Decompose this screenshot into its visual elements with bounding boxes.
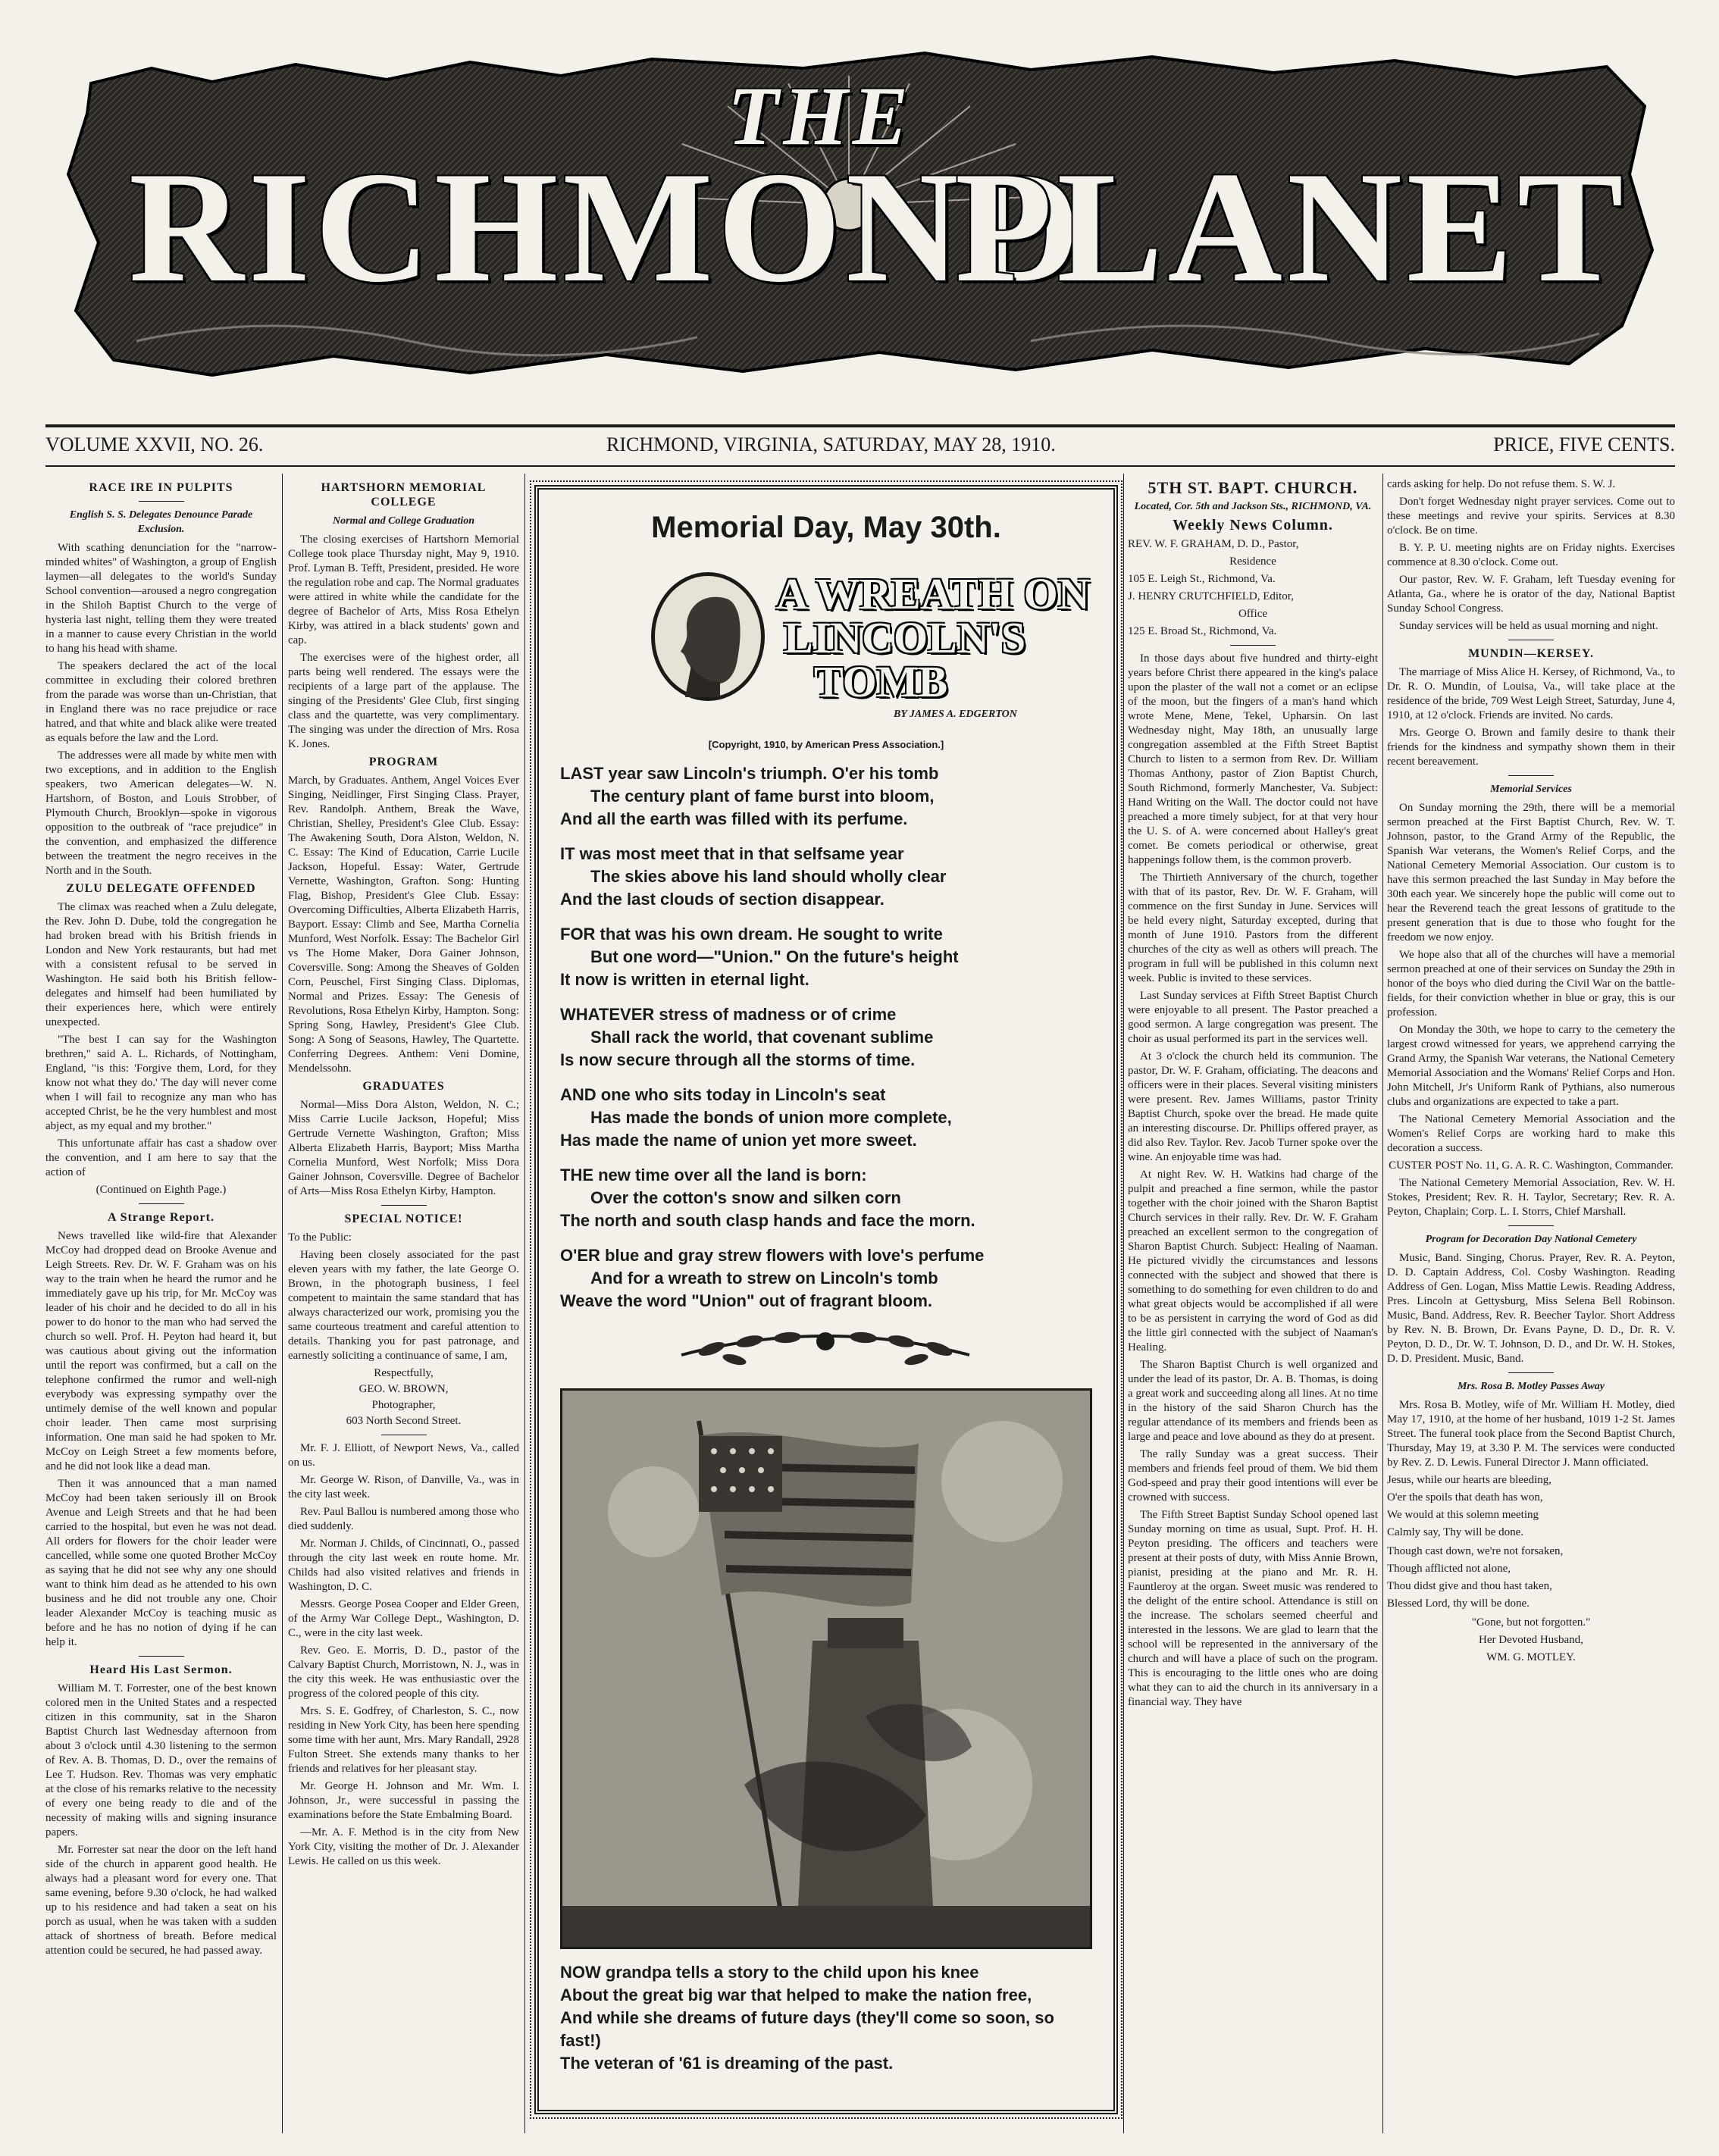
- separator: [139, 501, 184, 502]
- copyright-line: [Copyright, 1910, by American Press Association.]: [708, 739, 944, 750]
- headline: Heard His Last Sermon.: [89, 1663, 233, 1676]
- salutation: To the Public:: [288, 1231, 352, 1244]
- personal-item: Messrs. George Posea Cooper and Elder Green, of the Army War College Dept., Washington, D. C., were in the city last week.: [288, 1598, 519, 1639]
- subheadline: Located, Cor. 5th and Jackson Sts., RICHMOND, VA.: [1134, 501, 1372, 512]
- poem-stanza: [560, 923, 1092, 991]
- signature-line: Her Devoted Husband,: [1479, 1634, 1583, 1646]
- column-rule: [282, 474, 283, 2133]
- paragraph: With scathing denunciation for the "narrow-minded whites" of Washington, a group of English laymen—all delegates to the world's Sunday School convention—aroused a negro congregation in the Shiloh Baptist Church to the verge of hysteria last night, telling them they were treated in a manner to cause every Christian in the world to hang his head with shame.: [45, 542, 277, 655]
- paragraph: Mrs. Rosa B. Motley, wife of Mr. William H. Motley, died May 17, 1910, at the home of her husband, 1019 1-2 St. James Street. The funeral took place from the Second Baptist Church, Thursday, May 19, at 3.30 P. M. The services were conducted by Rev. Z. D. Lewis. Funeral Director J. Mann officiated.: [1387, 1399, 1675, 1469]
- poem-stanza: [560, 843, 1092, 911]
- verse-line: O'er the spoils that death has won,: [1387, 1491, 1543, 1504]
- poem-line: And the last clouds of section disappear.: [560, 890, 885, 909]
- paragraph: Then it was announced that a man named McCoy had been taken seriously ill on Brook Avenue and Leigh Streets and that he had been carried to the hospital, but even he was not dead. All orders for flowers for the choir leader were cancelled, while some one quoted Brother McCoy as saying that he did not see why any one should want to think him dead as he attended to his own business and he did not trouble any one. Choir leader Alexander McCoy is teaching music as before and he has no notion of dying if he can help it.: [45, 1478, 277, 1648]
- headline: 5TH ST. BAPT. CHURCH.: [1148, 478, 1358, 497]
- directory-line: REV. W. F. GRAHAM, D. D., Pastor,: [1128, 538, 1299, 550]
- program-list: March, by Graduates. Anthem, Angel Voices Ever Singing, Neidlinger, First Singing Class. Prayer, Rev. Randolph. Anthem, Break the Wave, Christian, Shelley, President's Glee Club. Essay: The Awakening South, Dora Alston, Weldon, N. C. Essay: The Kind of Education, Carrie Lucile Jackson, Hopeful. Essay: Water, Gertrude Vernette, Washington, Grafton. Song: Hunting Flag, Bishop, President's Glee Club. Essay: Overcoming Difficulties, Alberta Elizabeth Harris, Bayport. Essay: Climb and See, Martha Cornelia Munford, West Norfolk. Essay: The Bachelor Girl vs The Home Maker, Dora Gainer Johnson, Coversville. Song: Among the Sheaves of Golden Corn, Peuschel, First Singing Class. Diplomas, Normal and Prizes. Essay: The Genesis of Revolutions, Rosa Ethelyn Kirby, Hampton. Song: Spring Song, Hawley, President's Glee Club. Song: A Song of Seasons, Hawley, The Quartette. Conferring Degrees. Anthem: Veni Domine, Mendelssohn.: [288, 774, 519, 1075]
- poem-title-line: LINCOLN'S: [784, 613, 1026, 662]
- paragraph: Sunday services will be held as usual morning and night.: [1399, 620, 1658, 632]
- poem-stanza: [560, 762, 1092, 831]
- separator: [381, 1205, 427, 1206]
- masthead-word-the: THE: [728, 70, 913, 162]
- poem-title-block: [560, 557, 1092, 731]
- column-rule: [1382, 474, 1383, 2133]
- paragraph: The exercises were of the highest order, all parts being well rendered. The essays were the recipients of a large part of the applause. The singing of the Presidents' Glee Club, first singing class and the quartette, was very complimentary. The singing was under the direction of Mrs. Rosa K. Jones.: [288, 652, 519, 750]
- column-2: [288, 477, 519, 2129]
- paragraph: The National Cemetery Memorial Association and the Women's Relief Corps are working hard to make this decoration a success.: [1387, 1113, 1675, 1154]
- paragraph: The speakers declared the act of the local committee in excluding their colored brethren from the parade was worse than un-Christian, that in England there was no race prejudice or race hatred, and that white and black alike were treated as equals before the law and the Lord.: [45, 660, 277, 744]
- masthead-rule-top: [45, 424, 1675, 427]
- poem-line: AND one who sits today in Lincoln's seat: [560, 1085, 886, 1104]
- poem-author: BY JAMES A. EDGERTON: [894, 709, 1017, 720]
- verse-line: Thou didst give and thou hast taken,: [1387, 1580, 1552, 1592]
- paragraph: The Sharon Baptist Church is well organized and under the lead of its pastor, Dr. A. B. Thomas, is doing a great work and succeeding along all lines. At no time in the history of the said Sharon Church has the regular attendance of its members and friends been as large and peace and love abound as they do at present.: [1128, 1359, 1378, 1443]
- poem-line: And for a wreath to strew on Lincoln's tomb: [590, 1269, 938, 1288]
- poem-line: LAST year saw Lincoln's triumph. O'er his tomb: [560, 764, 939, 783]
- signature-line: Respectfully,: [374, 1367, 434, 1379]
- paragraph: "The best I can say for the Washington brethren," said A. L. Richards, of Nottingham, England, "is this: 'Forgive them, Lord, for they know not what they do.' The day will never come when I will fail to recognize any man who has accepted Christ, be he the very humblest and most abject, as my equal and my brother.": [45, 1034, 277, 1132]
- personal-item: —Mr. A. F. Method is in the city from New York City, visiting the mother of Dr. J. Alexander Lewis. He called on us this week.: [288, 1826, 519, 1867]
- directory-line: Residence: [1229, 555, 1276, 568]
- column-1: [45, 477, 277, 2129]
- poem-line: About the great big war that helped to make the nation free,: [560, 1985, 1032, 2004]
- poem-line: But one word—"Union." On the future's height: [590, 947, 959, 966]
- poem-line: The skies above his land should wholly clear: [590, 867, 947, 886]
- directory-line: J. HENRY CRUTCHFIELD, Editor,: [1128, 590, 1294, 602]
- paragraph: News travelled like wild-fire that Alexander McCoy had dropped dead on Brooke Avenue and Leigh Streets. Rev. Dr. W. F. Graham was on his way to the train when he heard the rumor and he immediately gave up his trip, for Mr. McCoy was leader of his choir and he decided to do all in his power to do honor to the man who had served the church so well. Prof. H. Peyton had heard it, but was cautious about giving out the information until the report was confirmed, but a call on the telephone confirmed the rumor and well-nigh everybody was expressing sympathy over the untimely demise of the well known and popular choir leader. Then came most surprising information. One man said he had spoken to Mr. McCoy on Leigh Street a few moments before, and he did not look like a dead man.: [45, 1230, 277, 1472]
- poem-stanza: [560, 1164, 1092, 1232]
- column-rule: [524, 474, 525, 2133]
- paragraph: William M. T. Forrester, one of the best known colored men in the United States and a respected citizen in this community, sat in the Sharon Baptist Church last Wednesday afternoon from about 3 o'clock until 4.30 listening to the sermon of Rev. A. B. Thomas, D. D., over the remains of Lee T. Hudson. Rev. Thomas was very emphatic at the close of his remarks relative to the necessity of every one being ready to die and of the necessity of making wills and signing insurance papers.: [45, 1682, 277, 1838]
- separator: [1508, 1225, 1554, 1226]
- masthead-rule-bottom: [45, 465, 1675, 467]
- paragraph: Having been closely associated for the past eleven years with my father, the late George O. Brown, in the photograph business, I feel competent to maintain the same standard that has always characterized our work, promising you the same courteous treatment and careful attention to details. Thanking you for past patronage, and earnestly soliciting a continuance of same, I am,: [288, 1249, 519, 1362]
- paragraph: B. Y. P. U. meeting nights are on Friday nights. Exercises commence at 8.30 o'clock. Come out.: [1387, 542, 1675, 568]
- paragraph: CUSTER POST No. 11, G. A. R. C. Washington, Commander.: [1389, 1159, 1674, 1172]
- paragraph: The climax was reached when a Zulu delegate, the Rev. John D. Dube, told the congregation he had broken bread with his British friends in London and New York restaurants, but had met with a consistent refusal to be served in Washington. He said both his British fellow-delegates and himself had been humiliated by their experiences here, which were entirely unexpected.: [45, 901, 277, 1028]
- paragraph: In those days about five hundred and thirty-eight years before Christ there appeared in the king's palace upon the plaster of the wall not a comet or an eclipse of the moon, but the fingers of a man's hand which wrote Mene, Mene, Tekel, Upharsin. On last Wednesday night, May 18th, an unusually large congregation assembled at the Fifth Street Baptist Church to listen to a sermon from Rev. Dr. William Thomas Anthony, pastor of Zion Baptist Church, South Richmond, formerly Manchester, Va. Subject: Hand Writing on the Wall. The doctor could not have preached a more timely subject, for at that very hour the U. S. of A. were concerned about Halley's great comet. Be comets periodical or otherwise, great happenings follow them, is the common proverb.: [1128, 652, 1378, 866]
- signature-line: Photographer,: [371, 1399, 436, 1411]
- paragraph: The Thirtieth Anniversary of the church, together with that of its pastor, Rev. Dr. W. F. Graham, will commence on the first Sunday in June. Services will be held every night, Saturday excepted, during that month of June 1910. Pastors from the different churches of the city as well as others will preach. The program in full will be published in this column next week. Public is invited to these services.: [1128, 871, 1378, 984]
- poem-stanza: [560, 1244, 1092, 1313]
- paragraph: Don't forget Wednesday night prayer services. Come out to these meetings and revive your spirits. Services at 8.30 o'clock. Be on time.: [1387, 496, 1675, 537]
- poem-line: The north and south clasp hands and face the morn.: [560, 1211, 975, 1230]
- directory-line: 125 E. Broad St., Richmond, Va.: [1128, 625, 1277, 637]
- poem-heading: Memorial Day, May 30th.: [651, 511, 1001, 544]
- column-4: [1128, 477, 1378, 2129]
- paragraph: The addresses were all made by white men with two exceptions, and in addition to the English speakers, two American delegates—W. N. Hartshorn, of Boston, and Louis Strobber, of Plymouth Church, Brooklyn—spoke in vigorous opposition to the outbreak of "race prejudice" in the convention, and emphasized the difference between the treatment the negro receives in the North and in the South.: [45, 749, 277, 877]
- poem-line: Shall rack the world, that covenant sublime: [590, 1028, 934, 1047]
- separator: [139, 1656, 184, 1657]
- closing-line: "Gone, but not forgotten.": [1471, 1616, 1591, 1629]
- signature-line: 603 North Second Street.: [346, 1415, 462, 1427]
- paragraph: On Sunday morning the 29th, there will be a memorial sermon preached at the First Baptist Church, Rev. W. T. Johnson, pastor, to the Grand Army of the Republic, the Spanish War veterans, the Women's Relief Corps, and the National Cemetery Memorial Association. Our custom is to have this sermon preached the last Sunday in May before the 30th each year. We sincerely hope the public will come out to hear the Reverend teach the great lessons of gratitude to the present generation that is due to those who fought for the freedom we now enjoy.: [1387, 802, 1675, 943]
- headline: MUNDIN—KERSEY.: [1468, 647, 1594, 660]
- personal-item: Rev. Paul Ballou is numbered among those who died suddenly.: [288, 1506, 519, 1532]
- subheadline: Memorial Services: [1490, 784, 1572, 795]
- verse-line: Jesus, while our hearts are bleeding,: [1387, 1474, 1552, 1486]
- poem-line: Over the cotton's snow and silken corn: [590, 1188, 901, 1207]
- poem-stanza: [560, 1084, 1092, 1152]
- poem-title-line: A WREATH ON: [776, 569, 1090, 618]
- personal-item: Mr. George H. Johnson and Mr. Wm. I. Johnson, Jr., were successful in passing the examinations before the State Embalming Board.: [288, 1780, 519, 1821]
- subheadline: English S. S. Delegates Denounce Parade Exclusion.: [69, 509, 253, 535]
- personal-item: Mr. George W. Rison, of Danville, Va., was in the city last week.: [288, 1474, 519, 1500]
- paragraph: The marriage of Miss Alice H. Kersey, of Richmond, Va., to Dr. R. O. Mundin, of Louisa, Va., will take place at the residence of the bride, 709 West Leigh Street, Saturday, June 4, 1910, at 12 o'clock. Friends are invited. No cards.: [1387, 666, 1675, 721]
- paragraph: At night Rev. W. H. Watkins had charge of the pulpit and preached a fine sermon, while the pastor together with the choir joined with the Sharon Baptist Church services in their rally. Rev. Dr. W. F. Graham preached an excellent sermon to the congregation of Sharon Baptist Church. Subject: Healing of Naaman. He pictured vividly the circumstances and lessons connected with the subject and showed that there is something to do something for even children to do and what great objects would be accomplished if all were to be as persistent in carrying the word of God as did the little girl connected with the subject of Naaman's Healing.: [1128, 1169, 1378, 1353]
- headline: PROGRAM: [368, 756, 439, 768]
- poem-line: O'ER blue and gray strew flowers with love's perfume: [560, 1246, 985, 1265]
- headline: ZULU DELEGATE OFFENDED: [66, 882, 256, 895]
- poem-box: [534, 485, 1118, 2114]
- issue-info-line: [45, 433, 1675, 461]
- separator: [1230, 645, 1276, 646]
- paragraph: Mr. Forrester sat near the door on the left hand side of the church in apparent good health. He always had a pleasant word for every one. That same evening, before 9.30 o'clock, he had walked up to his residence and had taken a seat on his porch as usual, when he was taken with a sudden attack of shortness of breath. Before medical attention could be secured, he had passed away.: [45, 1844, 277, 1957]
- separator: [1508, 1372, 1554, 1373]
- headline: Weekly News Column.: [1173, 517, 1333, 534]
- paragraph: The closing exercises of Hartshorn Memorial College took place Thursday night, May 9, 1910. Prof. Lyman B. Tefft, President, presided. He wore the regulation robe and cap. The Normal graduates were attired in white while the candidate for the degree of Bachelor of Arts, Miss Rosa Ethelyn Kirby, was attired in a black students' gown and cap.: [288, 534, 519, 646]
- headline: SPECIAL NOTICE!: [344, 1213, 463, 1225]
- poem-title-line: TOMB: [814, 657, 948, 706]
- paragraph: Mrs. George O. Brown and family desire to thank their friends for the kindness and sympathy shown them in their recent bereavement.: [1387, 727, 1675, 768]
- volume-number: VOLUME XXVII, NO. 26.: [45, 433, 264, 455]
- wreath-ornament: [560, 1325, 1092, 1378]
- paragraph: Last Sunday services at Fifth Street Baptist Church were enjoyable to all present. The Pastor preached a good sermon. A large congregation was present. The choir as usual performed its part in the services well.: [1128, 990, 1378, 1045]
- poem-line: WHATEVER stress of madness or of crime: [560, 1005, 897, 1024]
- poem-line: Is now secure through all the storms of time.: [560, 1050, 916, 1069]
- headline: GRADUATES: [362, 1080, 445, 1093]
- headline: RACE IRE IN PULPITS: [89, 481, 233, 494]
- paragraph: The National Cemetery Memorial Association, Rev. W. H. Stokes, President; Rev. R. H. Taylor, Secretary; Rev. R. A. Peyton, Chaplain; Corp. L. I. Storrs, Chief Marshall.: [1387, 1177, 1675, 1218]
- poem-line: The veteran of '61 is dreaming of the past.: [560, 2054, 894, 2073]
- signature-line: GEO. W. BROWN,: [359, 1383, 449, 1395]
- headline: HARTSHORN MEMORIAL COLLEGE: [321, 481, 487, 508]
- paragraph: This unfortunate affair has cast a shadow over the convention, and I am here to say that the action of: [45, 1137, 277, 1178]
- flag-and-tomb-illustration: [562, 1391, 1092, 1947]
- directory-line: 105 E. Leigh St., Richmond, Va.: [1128, 573, 1276, 585]
- poem-line: And while she dreams of future days (they'll come so soon, so fast!): [560, 2008, 1054, 2050]
- headline: A Strange Report.: [108, 1211, 214, 1224]
- personal-item: Mr. Norman J. Childs, of Cincinnati, O., passed through the city last week en route home. Mr. Childs had also visited relatives and friends in Washington, D. C.: [288, 1538, 519, 1593]
- memorial-illustration: [560, 1388, 1092, 1949]
- subheadline: Program for Decoration Day National Cemetery: [1425, 1234, 1637, 1245]
- poem-line: It now is written in eternal light.: [560, 970, 809, 989]
- verse-line: Though afflicted not alone,: [1387, 1563, 1511, 1575]
- poem-line: Has made the name of union yet more sweet.: [560, 1131, 917, 1150]
- column-5: [1387, 477, 1675, 2129]
- paragraph: The Fifth Street Baptist Sunday School opened last Sunday morning on time as usual, Supt. Prof. H. H. Peyton presiding. The officers and teachers were present at their posts of duty, with Miss Annie Brown, pianist, presiding at the piano and Mr. R. H. Fauntleroy at the organ. Sweet music was rendered to the delight of the entire school. Attendance is still on the increase. The scholars seemed cheerful and interested in the lessons. We are glad to learn that the school will be represented in the anniversary of the church and will have a place of such on the program. This is encouraging to the little ones who are doing what they can to aid the church in its anniversary in a financial way. They have: [1128, 1509, 1378, 1708]
- poem-line: NOW grandpa tells a story to the child upon his knee: [560, 1963, 979, 1982]
- personal-item: Rev. Geo. E. Morris, D. D., pastor of the Calvary Baptist Church, Morristown, N. J., was in the city this week. He was enthusiastic over the progress of the colored people of this city.: [288, 1644, 519, 1700]
- verse-line: Though cast down, we're not forsaken,: [1387, 1545, 1564, 1557]
- dateline: RICHMOND, VIRGINIA, SATURDAY, MAY 28, 1910.: [606, 433, 1056, 455]
- poem-line: And all the earth was filled with its perfume.: [560, 809, 908, 828]
- directory-line: Office: [1238, 608, 1268, 620]
- poem-stanza: [560, 1961, 1092, 2075]
- paragraph: The rally Sunday was a great success. Their members and friends feel proud of them. We bid them God-speed and pray their good intentions will ever be crowned with success.: [1128, 1448, 1378, 1504]
- separator: [1508, 775, 1554, 776]
- paragraph: We hope also that all of the churches will have a memorial sermon preached at one of their services on Sunday the 29th in honor of the boys who died during the Civil War on the battle-fields, for their conviction whether in blue or gray, this is our profession.: [1387, 949, 1675, 1019]
- paragraph: cards asking for help. Do not refuse them. S. W. J.: [1387, 478, 1616, 490]
- verse-line: We would at this solemn meeting: [1387, 1509, 1539, 1521]
- verse-line: Blessed Lord, thy will be done.: [1387, 1597, 1530, 1610]
- column-rule: [1123, 474, 1124, 2133]
- paragraph: At 3 o'clock the church held its communion. The pastor, Dr. W. F. Graham, officiating. The deacons and officers were in their places. Several visiting ministers were present. Rev. James Williams, pastor Trinity Baptist Church, spoke over the bread. He made quite an interesting discourse. Dr. Phillips offered prayer, as did also Rev. Taylor. Rev. Jacob Turner spoke over the wine. An enjoyable time was had.: [1128, 1050, 1378, 1163]
- graduates-list: Normal—Miss Dora Alston, Weldon, N. C.; Miss Carrie Lucile Jackson, Hopeful; Miss Gertrude Vernette Washington, Grafton; Miss Alberta Elizabeth Harris, Bayport; Miss Martha Cornelia Munford, West Norfolk; Miss Dora Gainer Johnson, Coversville. Degree of Bachelor of Arts—Miss Rosa Ethelyn Kirby, Hampton.: [288, 1099, 519, 1197]
- lincoln-profile-icon: [655, 576, 761, 697]
- poem-stanza: [560, 1003, 1092, 1072]
- poem-line: Weave the word "Union" out of fragrant bloom.: [560, 1291, 933, 1310]
- separator: [139, 1203, 184, 1204]
- poem-line: Has made the bonds of union more complete,: [590, 1108, 952, 1127]
- poem-title: [776, 569, 1090, 706]
- masthead-word-richmond: RICHMOND: [129, 139, 1085, 315]
- poem-line: THE new time over all the land is born:: [560, 1166, 867, 1184]
- poem-line: The century plant of fame burst into bloom,: [590, 787, 935, 806]
- masthead-word-planet: PLANET: [955, 139, 1628, 315]
- lincoln-portrait-medallion: [651, 572, 765, 701]
- verse-line: Calmly say, Thy will be done.: [1387, 1526, 1523, 1538]
- poem-line: IT was most meet that in that selfsame year: [560, 844, 904, 863]
- subheadline: Normal and College Graduation: [332, 515, 475, 527]
- price: PRICE, FIVE CENTS.: [1493, 433, 1675, 455]
- subheadline: Mrs. Rosa B. Motley Passes Away: [1457, 1381, 1605, 1392]
- continued-note: (Continued on Eighth Page.): [96, 1184, 227, 1196]
- personal-item: Mr. F. J. Elliott, of Newport News, Va., called on us.: [288, 1442, 519, 1469]
- personal-item: Mrs. S. E. Godfrey, of Charleston, S. C., now residing in New York City, has been here spending some time with her aunt, Mrs. Mary Randall, 2928 Fulton Street. She extends many thanks to her friends and relatives for her pleasant stay.: [288, 1705, 519, 1775]
- paragraph: Music, Band. Singing, Chorus. Prayer, Rev. R. A. Peyton, D. D. Captain Address, Col. Cosby Washington. Reading Address of Gen. Logan, Miss Mattie Lewis. Reading Address, Pres. Lincoln at Gettysburg, Miss Selena Bell Robinson. Music, Band. Address, Rev. R. Beecher Taylor. Short Address by Rev. N. B. Brown, Dr. Evans Payne, D. D., Dr. R. V. Peyton, D. D., Dr. W. T. Johnson, D. D., and Dr. W. H. Stokes, D. D. President. Music, Band.: [1387, 1252, 1675, 1365]
- laurel-wreath-icon: [560, 1325, 1091, 1378]
- poem-line: FOR that was his own dream. He sought to write: [560, 925, 943, 943]
- paragraph: Our pastor, Rev. W. F. Graham, left Tuesday evening for Atlanta, Ga., where he is orator of the day, National Baptist Sunday School Congress.: [1387, 574, 1675, 615]
- paragraph: On Monday the 30th, we hope to carry to the cemetery the largest crowd witnessed for years, we apprehend carrying the Grand Army, the Spanish War veterans, the National Cemetery Memorial Association and the Womans' Relief Corps and Hon. John Mitchell, Jr's Uniform Rank of Pythians, also numerous clubs and organizations are expected to take a part.: [1387, 1024, 1675, 1108]
- masthead: [45, 23, 1675, 402]
- signature-line: WM. G. MOTLEY.: [1486, 1651, 1576, 1663]
